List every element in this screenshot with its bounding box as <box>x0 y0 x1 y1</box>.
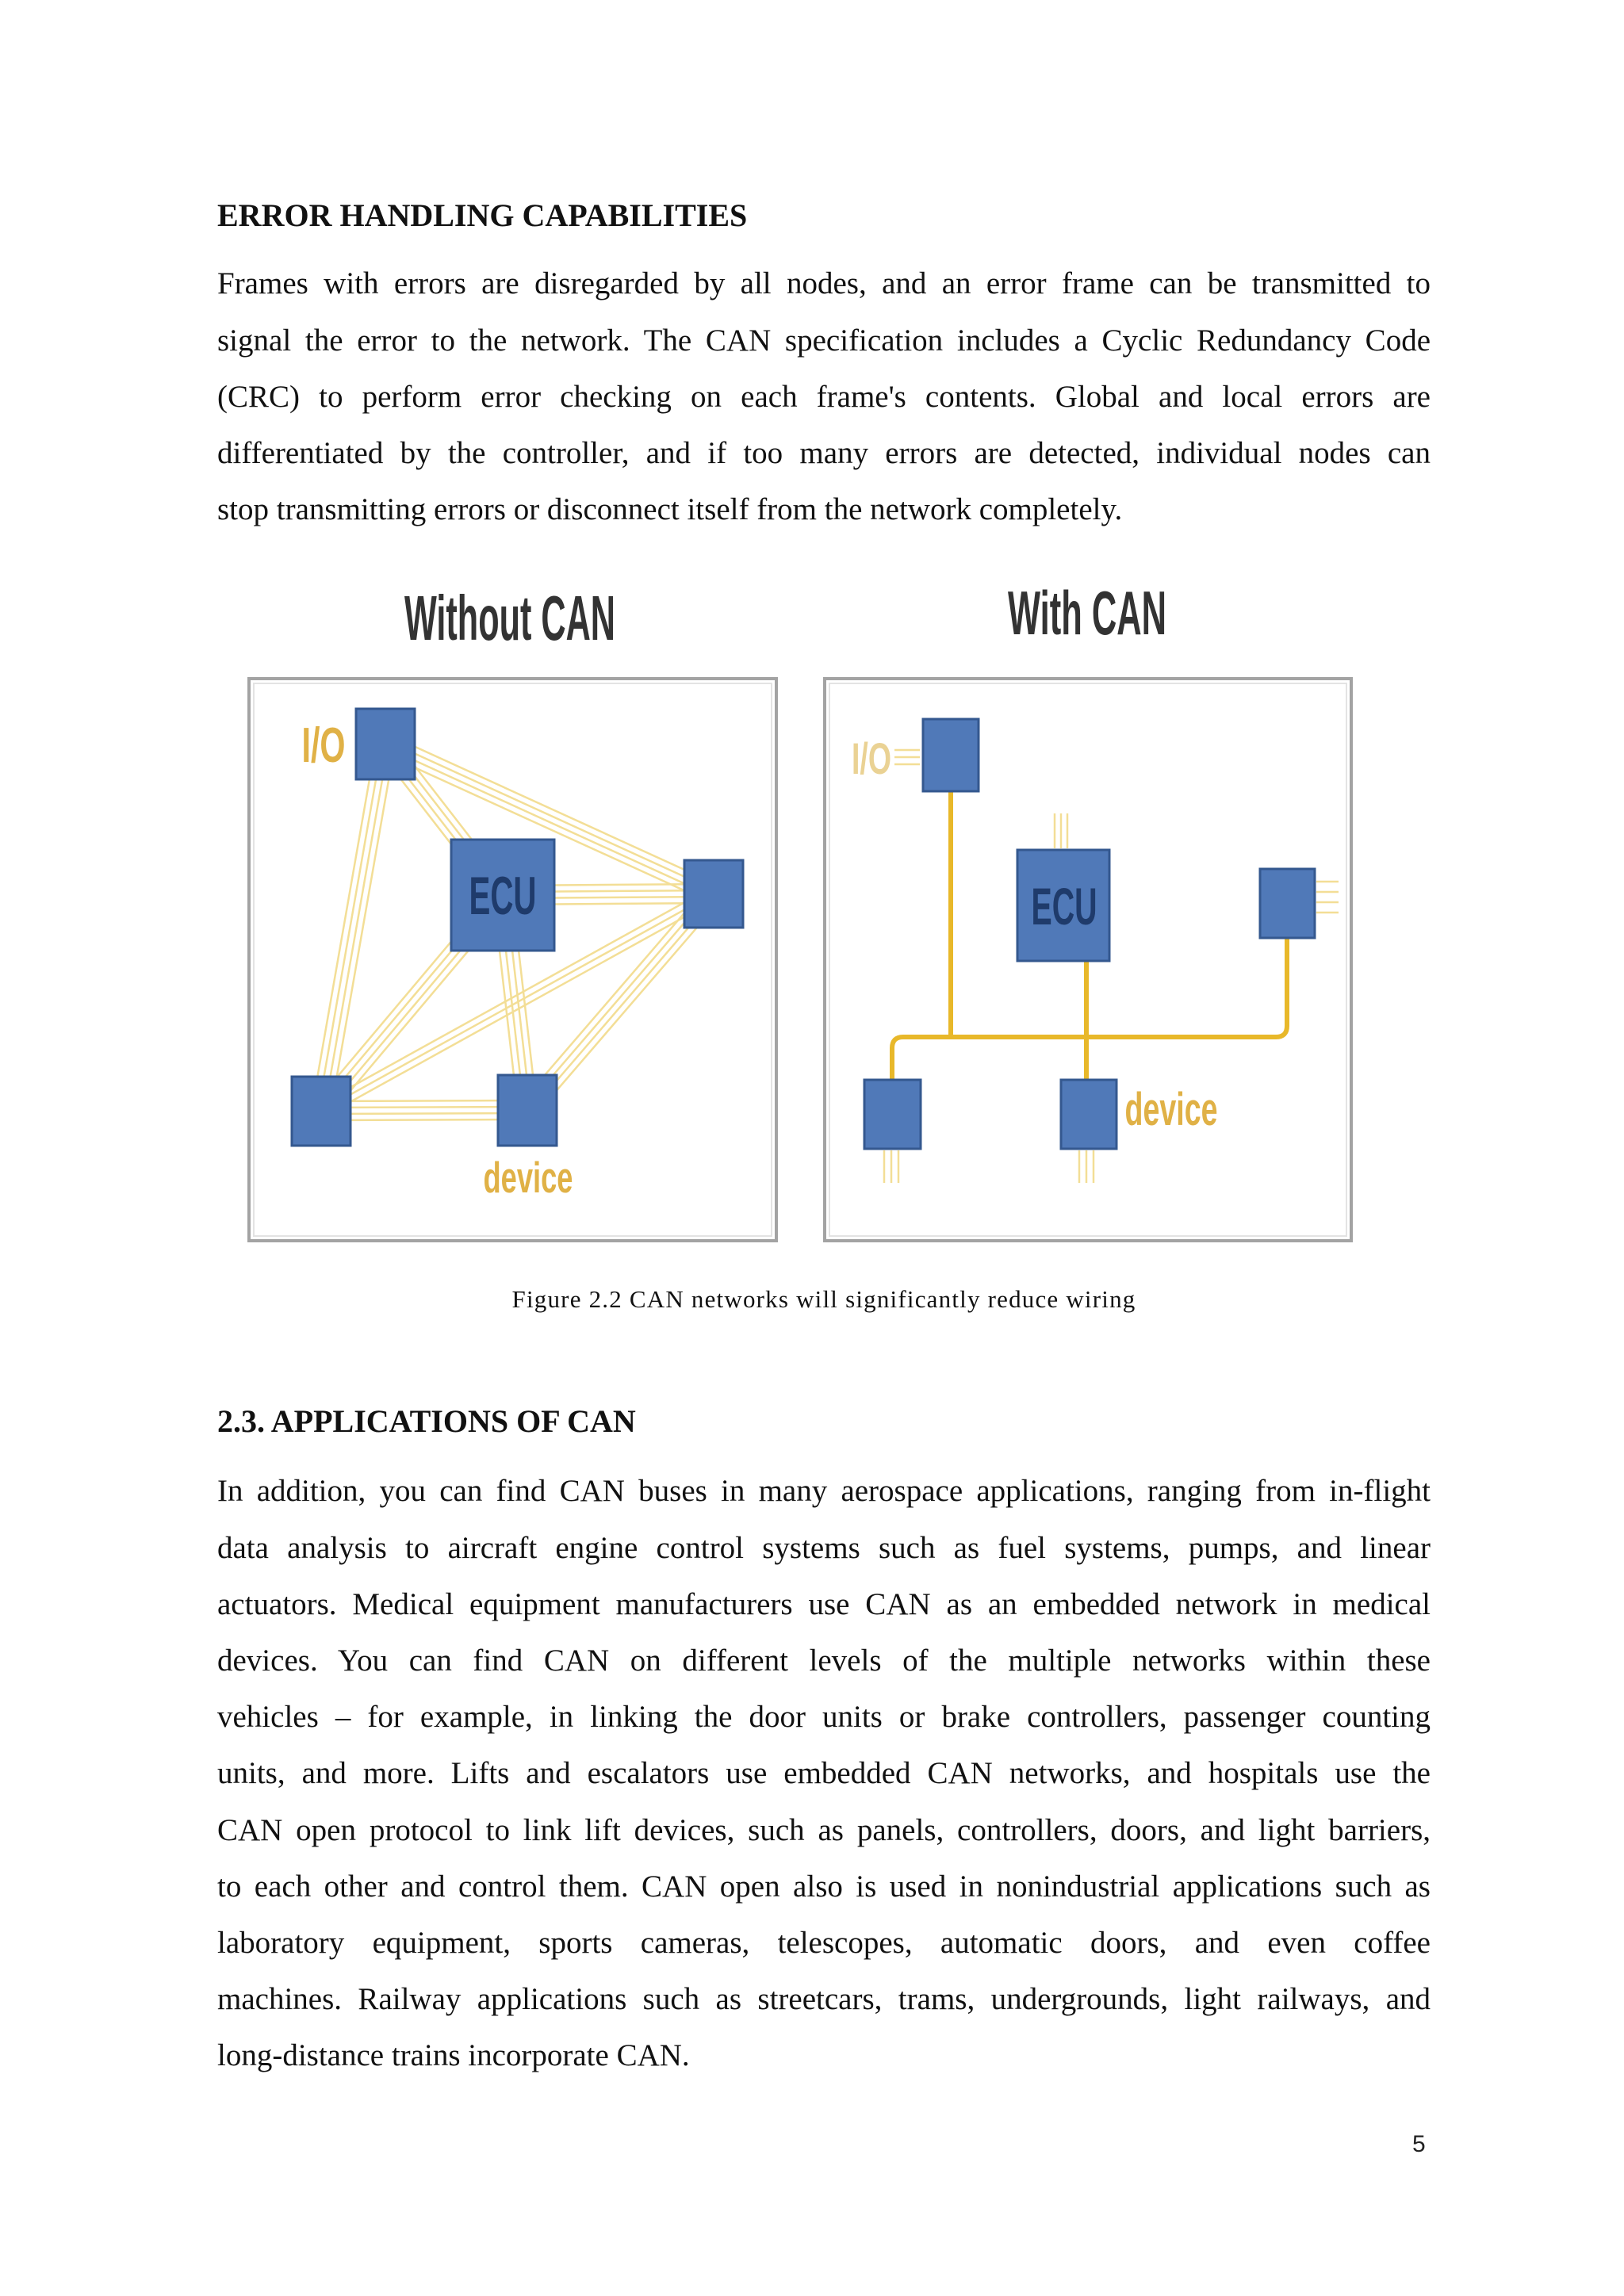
text-line: (CRC) to perform error checking on each frame's contents. Global and local errors are <box>217 379 1431 414</box>
text-line: CAN open protocol to link lift devices, such as panels, controllers, doors, and light barriers, <box>217 1812 1431 1847</box>
ecu-label: ECU <box>1031 877 1097 936</box>
node <box>1260 869 1315 938</box>
device-node <box>1061 1080 1116 1149</box>
error-handling-paragraph <box>217 255 1431 538</box>
text-line: Frames with errors are disregarded by all nodes, and an error frame can be transmitted to <box>217 266 1431 301</box>
io-node <box>923 719 979 791</box>
text-line: data analysis to aircraft engine control systems such as fuel systems, pumps, and linear <box>217 1530 1431 1565</box>
text-line: devices. You can find CAN on different levels of the multiple networks within these <box>217 1643 1431 1678</box>
without-can-panel <box>249 583 776 1241</box>
text-line: vehicles – for example, in linking the door units or brake controllers, passenger counting <box>217 1700 1431 1735</box>
with-can-panel <box>825 578 1351 1241</box>
applications-paragraph <box>217 1463 1431 2084</box>
io-node <box>356 709 415 779</box>
wire-line <box>321 1119 527 1120</box>
device-label: device <box>1124 1084 1218 1135</box>
node <box>684 860 743 928</box>
wire-line <box>321 1113 527 1114</box>
page-number: 5 <box>1412 2131 1426 2157</box>
ecu-label: ECU <box>469 866 537 926</box>
text-line: long-distance trains incorporate CAN. <box>217 2038 690 2073</box>
section-heading-error-handling: ERROR HANDLING CAPABILITIES <box>217 197 748 233</box>
node <box>864 1080 921 1149</box>
panel-title-with-can: With CAN <box>1008 578 1166 648</box>
text-line: to each other and control them. CAN open also is used in nonindustrial applications such as <box>217 1869 1431 1904</box>
panel-title-without-can: Without CAN <box>404 583 615 653</box>
figure-caption: Figure 2.2 CAN networks will significantly reduce wiring <box>511 1285 1136 1313</box>
text-line: laboratory equipment, sports cameras, telescopes, automatic doors, and even coffee <box>217 1925 1431 1960</box>
text-line: In addition, you can find CAN buses in many aerospace applications, ranging from in-flight <box>217 1474 1431 1509</box>
io-label: I/O <box>852 733 891 783</box>
device-label: device <box>483 1153 573 1202</box>
text-line: machines. Railway applications such as streetcars, trams, undergrounds, light railways, and <box>217 1982 1431 2017</box>
node <box>292 1077 350 1146</box>
text-line: signal the error to the network. The CAN specification includes a Cyclic Redundancy Code <box>217 323 1431 358</box>
io-label: I/O <box>301 718 346 773</box>
text-line: stop transmitting errors or disconnect itself from the network completely. <box>217 492 1123 527</box>
wire-line <box>321 1107 527 1108</box>
text-line: actuators. Medical equipment manufacturers use CAN as an embedded network in medical <box>217 1586 1431 1621</box>
can-wiring-figure <box>230 571 1372 1261</box>
text-line: differentiated by the controller, and if too many errors are detected, individual nodes can <box>217 435 1431 470</box>
device-node <box>498 1075 557 1146</box>
text-line: units, and more. Lifts and escalators use embedded CAN networks, and hospitals use the <box>217 1756 1431 1791</box>
section-heading-applications: 2.3. APPLICATIONS OF CAN <box>217 1403 636 1439</box>
